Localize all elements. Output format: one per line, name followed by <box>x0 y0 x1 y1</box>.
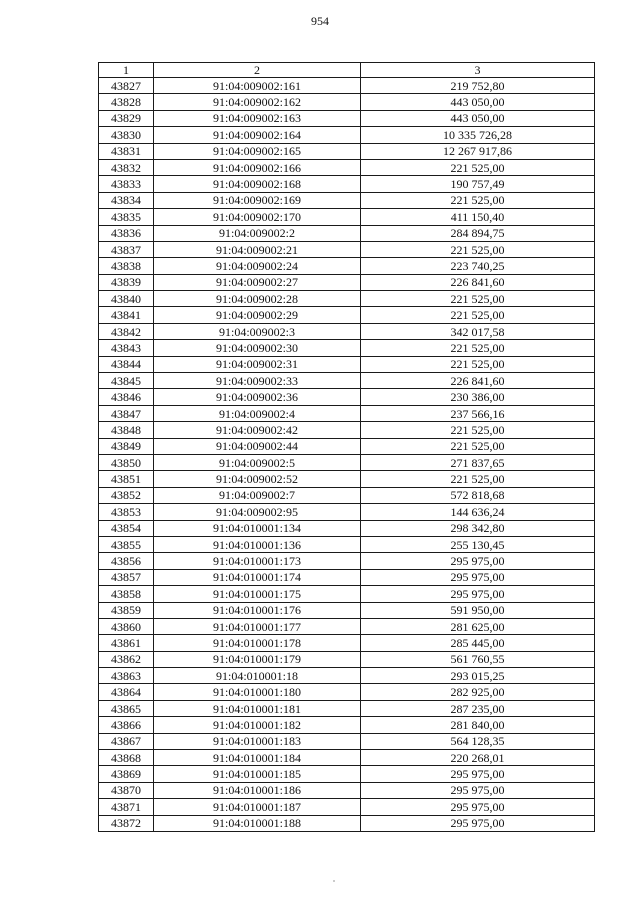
value-cell: 223 740,25 <box>361 258 595 274</box>
row-number-cell: 43868 <box>99 750 154 766</box>
value-cell: 221 525,00 <box>361 159 595 175</box>
row-number-cell: 43872 <box>99 815 154 831</box>
value-cell: 226 841,60 <box>361 274 595 290</box>
table-row <box>99 143 595 159</box>
cadastral-id-cell: 91:04:009002:2 <box>154 225 361 241</box>
cadastral-id-cell: 91:04:010001:185 <box>154 766 361 782</box>
row-number-cell: 43850 <box>99 454 154 470</box>
table-row <box>99 340 595 356</box>
value-cell: 221 525,00 <box>361 192 595 208</box>
value-cell: 226 841,60 <box>361 373 595 389</box>
row-number-cell: 43835 <box>99 209 154 225</box>
cadastral-id-cell: 91:04:009002:5 <box>154 454 361 470</box>
cadastral-id-cell: 91:04:010001:174 <box>154 569 361 585</box>
table-row <box>99 553 595 569</box>
cadastral-id-cell: 91:04:010001:186 <box>154 782 361 798</box>
row-number-cell: 43829 <box>99 110 154 126</box>
cadastral-id-cell: 91:04:009002:162 <box>154 94 361 110</box>
table-row <box>99 487 595 503</box>
row-number-cell: 43834 <box>99 192 154 208</box>
row-number-cell: 43864 <box>99 684 154 700</box>
row-number-cell: 43841 <box>99 307 154 323</box>
value-cell: 298 342,80 <box>361 520 595 536</box>
column-header-number: 1 <box>99 63 154 78</box>
value-cell: 295 975,00 <box>361 815 595 831</box>
row-number-cell: 43866 <box>99 717 154 733</box>
cadastral-id-cell: 91:04:010001:173 <box>154 553 361 569</box>
value-cell: 572 818,68 <box>361 487 595 503</box>
value-cell: 10 335 726,28 <box>361 127 595 143</box>
cadastral-id-cell: 91:04:009002:21 <box>154 241 361 257</box>
cadastral-id-cell: 91:04:010001:184 <box>154 750 361 766</box>
table-row <box>99 291 595 307</box>
table-body <box>99 78 595 832</box>
value-cell: 237 566,16 <box>361 405 595 421</box>
cadastral-id-cell: 91:04:009002:44 <box>154 438 361 454</box>
value-cell: 221 525,00 <box>361 340 595 356</box>
cadastral-id-cell: 91:04:009002:36 <box>154 389 361 405</box>
cadastral-id-cell: 91:04:009002:7 <box>154 487 361 503</box>
row-number-cell: 43830 <box>99 127 154 143</box>
cadastral-id-cell: 91:04:009002:164 <box>154 127 361 143</box>
table-row <box>99 110 595 126</box>
table-row <box>99 389 595 405</box>
value-cell: 285 445,00 <box>361 635 595 651</box>
value-cell: 221 525,00 <box>361 307 595 323</box>
value-cell: 221 525,00 <box>361 356 595 372</box>
value-cell: 221 525,00 <box>361 422 595 438</box>
column-header-cadastral-id: 2 <box>154 63 361 78</box>
value-cell: 295 975,00 <box>361 782 595 798</box>
cadastral-id-cell: 91:04:009002:28 <box>154 291 361 307</box>
row-number-cell: 43840 <box>99 291 154 307</box>
header-row <box>99 63 595 78</box>
value-cell: 284 894,75 <box>361 225 595 241</box>
cadastral-id-cell: 91:04:009002:95 <box>154 504 361 520</box>
value-cell: 295 975,00 <box>361 569 595 585</box>
row-number-cell: 43827 <box>99 78 154 94</box>
row-number-cell: 43865 <box>99 700 154 716</box>
row-number-cell: 43832 <box>99 159 154 175</box>
row-number-cell: 43860 <box>99 618 154 634</box>
value-cell: 190 757,49 <box>361 176 595 192</box>
cadastral-id-cell: 91:04:009002:163 <box>154 110 361 126</box>
row-number-cell: 43859 <box>99 602 154 618</box>
table-row <box>99 78 595 94</box>
cadastral-id-cell: 91:04:010001:177 <box>154 618 361 634</box>
row-number-cell: 43846 <box>99 389 154 405</box>
table-row <box>99 454 595 470</box>
row-number-cell: 43858 <box>99 586 154 602</box>
table-row <box>99 799 595 815</box>
table-row <box>99 241 595 257</box>
cadastral-id-cell: 91:04:009002:4 <box>154 405 361 421</box>
cadastral-id-cell: 91:04:009002:31 <box>154 356 361 372</box>
row-number-cell: 43836 <box>99 225 154 241</box>
cadastral-id-cell: 91:04:010001:18 <box>154 668 361 684</box>
row-number-cell: 43869 <box>99 766 154 782</box>
row-number-cell: 43861 <box>99 635 154 651</box>
cadastral-id-cell: 91:04:010001:188 <box>154 815 361 831</box>
value-cell: 295 975,00 <box>361 586 595 602</box>
value-cell: 221 525,00 <box>361 291 595 307</box>
table-header <box>99 63 595 78</box>
value-cell: 443 050,00 <box>361 94 595 110</box>
table-row <box>99 274 595 290</box>
table-row <box>99 504 595 520</box>
table-row <box>99 602 595 618</box>
table-row <box>99 618 595 634</box>
row-number-cell: 43847 <box>99 405 154 421</box>
value-cell: 342 017,58 <box>361 323 595 339</box>
row-number-cell: 43870 <box>99 782 154 798</box>
cadastral-id-cell: 91:04:009002:27 <box>154 274 361 290</box>
row-number-cell: 43851 <box>99 471 154 487</box>
table-row <box>99 323 595 339</box>
cadastral-id-cell: 91:04:009002:33 <box>154 373 361 389</box>
table-row <box>99 651 595 667</box>
cadastral-id-cell: 91:04:009002:52 <box>154 471 361 487</box>
cadastral-id-cell: 91:04:009002:30 <box>154 340 361 356</box>
cadastral-id-cell: 91:04:010001:183 <box>154 733 361 749</box>
value-cell: 295 975,00 <box>361 799 595 815</box>
table-row <box>99 209 595 225</box>
cadastral-id-cell: 91:04:010001:187 <box>154 799 361 815</box>
column-header-value: 3 <box>361 63 595 78</box>
cadastral-id-cell: 91:04:010001:176 <box>154 602 361 618</box>
value-cell: 287 235,00 <box>361 700 595 716</box>
cadastral-id-cell: 91:04:009002:29 <box>154 307 361 323</box>
value-cell: 255 130,45 <box>361 536 595 552</box>
row-number-cell: 43843 <box>99 340 154 356</box>
table-row <box>99 635 595 651</box>
table-row <box>99 307 595 323</box>
row-number-cell: 43854 <box>99 520 154 536</box>
value-cell: 144 636,24 <box>361 504 595 520</box>
table-row <box>99 258 595 274</box>
row-number-cell: 43844 <box>99 356 154 372</box>
value-cell: 12 267 917,86 <box>361 143 595 159</box>
page-number: 954 <box>311 14 329 28</box>
table-row <box>99 668 595 684</box>
value-cell: 271 837,65 <box>361 454 595 470</box>
value-cell: 591 950,00 <box>361 602 595 618</box>
cadastral-id-cell: 91:04:009002:168 <box>154 176 361 192</box>
row-number-cell: 43828 <box>99 94 154 110</box>
table-row <box>99 422 595 438</box>
row-number-cell: 43848 <box>99 422 154 438</box>
row-number-cell: 43849 <box>99 438 154 454</box>
value-cell: 443 050,00 <box>361 110 595 126</box>
value-cell: 221 525,00 <box>361 471 595 487</box>
table-row <box>99 569 595 585</box>
cadastral-id-cell: 91:04:009002:161 <box>154 78 361 94</box>
cadastral-id-cell: 91:04:010001:181 <box>154 700 361 716</box>
value-cell: 564 128,35 <box>361 733 595 749</box>
value-cell: 295 975,00 <box>361 553 595 569</box>
value-cell: 282 925,00 <box>361 684 595 700</box>
table-row <box>99 127 595 143</box>
table-row <box>99 356 595 372</box>
table-row <box>99 225 595 241</box>
row-number-cell: 43855 <box>99 536 154 552</box>
cadastral-id-cell: 91:04:009002:42 <box>154 422 361 438</box>
row-number-cell: 43863 <box>99 668 154 684</box>
cadastral-value-table <box>98 62 595 832</box>
cadastral-id-cell: 91:04:009002:166 <box>154 159 361 175</box>
table-row <box>99 159 595 175</box>
table-row <box>99 373 595 389</box>
row-number-cell: 43856 <box>99 553 154 569</box>
value-cell: 561 760,55 <box>361 651 595 667</box>
table-row <box>99 536 595 552</box>
table-row <box>99 733 595 749</box>
table-row <box>99 176 595 192</box>
value-cell: 220 268,01 <box>361 750 595 766</box>
cadastral-id-cell: 91:04:010001:136 <box>154 536 361 552</box>
cadastral-id-cell: 91:04:010001:175 <box>154 586 361 602</box>
row-number-cell: 43857 <box>99 569 154 585</box>
cadastral-id-cell: 91:04:010001:178 <box>154 635 361 651</box>
table-row <box>99 520 595 536</box>
row-number-cell: 43845 <box>99 373 154 389</box>
value-cell: 219 752,80 <box>361 78 595 94</box>
cadastral-id-cell: 91:04:010001:179 <box>154 651 361 667</box>
value-cell: 295 975,00 <box>361 766 595 782</box>
table-row <box>99 750 595 766</box>
cadastral-id-cell: 91:04:010001:134 <box>154 520 361 536</box>
value-cell: 221 525,00 <box>361 241 595 257</box>
value-cell: 230 386,00 <box>361 389 595 405</box>
cadastral-id-cell: 91:04:009002:170 <box>154 209 361 225</box>
row-number-cell: 43842 <box>99 323 154 339</box>
table-row <box>99 438 595 454</box>
cadastral-id-cell: 91:04:009002:3 <box>154 323 361 339</box>
scan-mark <box>333 880 335 882</box>
row-number-cell: 43833 <box>99 176 154 192</box>
value-cell: 221 525,00 <box>361 438 595 454</box>
table-row <box>99 766 595 782</box>
row-number-cell: 43867 <box>99 733 154 749</box>
table-row <box>99 94 595 110</box>
table-row <box>99 471 595 487</box>
value-cell: 293 015,25 <box>361 668 595 684</box>
cadastral-id-cell: 91:04:009002:24 <box>154 258 361 274</box>
row-number-cell: 43853 <box>99 504 154 520</box>
value-cell: 411 150,40 <box>361 209 595 225</box>
row-number-cell: 43838 <box>99 258 154 274</box>
table-row <box>99 700 595 716</box>
table-row <box>99 684 595 700</box>
row-number-cell: 43839 <box>99 274 154 290</box>
table-row <box>99 782 595 798</box>
table-row <box>99 586 595 602</box>
value-cell: 281 840,00 <box>361 717 595 733</box>
row-number-cell: 43837 <box>99 241 154 257</box>
table-row <box>99 815 595 831</box>
cadastral-id-cell: 91:04:009002:165 <box>154 143 361 159</box>
table-row <box>99 717 595 733</box>
row-number-cell: 43862 <box>99 651 154 667</box>
row-number-cell: 43871 <box>99 799 154 815</box>
cadastral-id-cell: 91:04:009002:169 <box>154 192 361 208</box>
row-number-cell: 43831 <box>99 143 154 159</box>
table-row <box>99 192 595 208</box>
row-number-cell: 43852 <box>99 487 154 503</box>
table-row <box>99 405 595 421</box>
cadastral-id-cell: 91:04:010001:182 <box>154 717 361 733</box>
value-cell: 281 625,00 <box>361 618 595 634</box>
cadastral-id-cell: 91:04:010001:180 <box>154 684 361 700</box>
